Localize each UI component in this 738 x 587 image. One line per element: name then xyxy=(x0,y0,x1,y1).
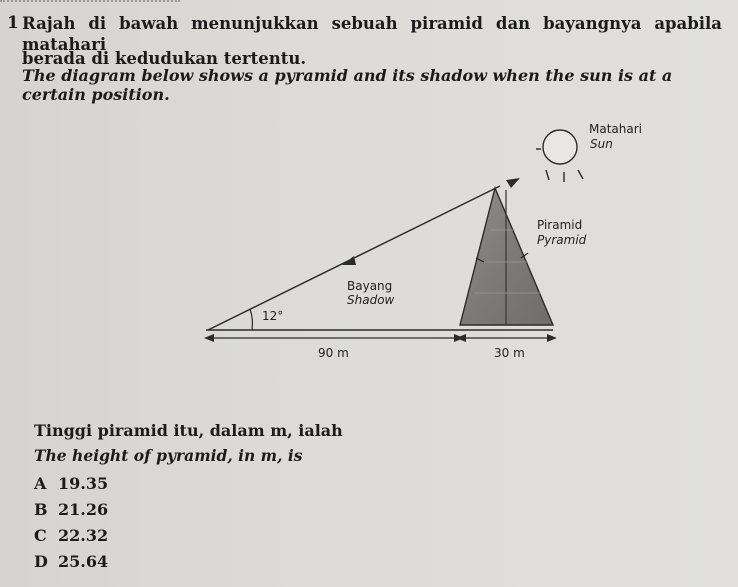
question-stem-malay: Rajah di bawah menunjukkan sebuah piramid dan bayangnya apabila matahari xyxy=(22,14,722,54)
question-stem-english: The diagram below shows a pyramid and its shadow when the sun is at a certain position. xyxy=(22,66,673,104)
question-prompt-malay: Tinggi piramid itu, dalam m, ialah xyxy=(34,421,343,440)
option-c[interactable] xyxy=(34,526,108,545)
sun-icon xyxy=(536,130,583,182)
shadow-length-label: 90 m xyxy=(318,346,349,360)
shadow-label-malay: Bayang xyxy=(347,279,393,293)
option-letter: D xyxy=(34,552,48,571)
option-letter: C xyxy=(34,526,47,545)
angle-label: 12° xyxy=(262,309,284,323)
option-letter: A xyxy=(34,474,47,493)
ray-arrow-mid xyxy=(342,256,356,265)
sun-label-malay: Matahari xyxy=(589,122,642,136)
dimension-shadow-length xyxy=(204,334,464,342)
shadow-label-english: Shadow xyxy=(347,293,395,307)
pyramid-shape xyxy=(460,188,553,325)
option-value: 21.26 xyxy=(58,500,109,519)
pyramid-label-malay: Piramid xyxy=(537,218,583,232)
base-length-label: 30 m xyxy=(494,346,525,360)
option-value: 25.64 xyxy=(58,552,109,571)
option-value: 19.35 xyxy=(58,474,109,493)
option-value: 22.32 xyxy=(58,526,109,545)
dimension-base-length xyxy=(456,334,557,342)
angle-arc xyxy=(250,309,252,330)
option-letter: B xyxy=(34,500,48,519)
sun-label-english: Sun xyxy=(590,137,613,151)
question-number: 1 xyxy=(7,13,19,33)
question-stem-malay-line2: berada di kedudukan tertentu. xyxy=(22,49,307,68)
ray-arrow-top xyxy=(506,178,520,188)
option-d[interactable] xyxy=(34,552,108,571)
question-prompt-english: The height of pyramid, in m, is xyxy=(34,446,303,465)
option-b[interactable] xyxy=(34,500,108,519)
pyramid-label-english: Pyramid xyxy=(537,233,587,247)
option-a[interactable] xyxy=(34,474,108,493)
